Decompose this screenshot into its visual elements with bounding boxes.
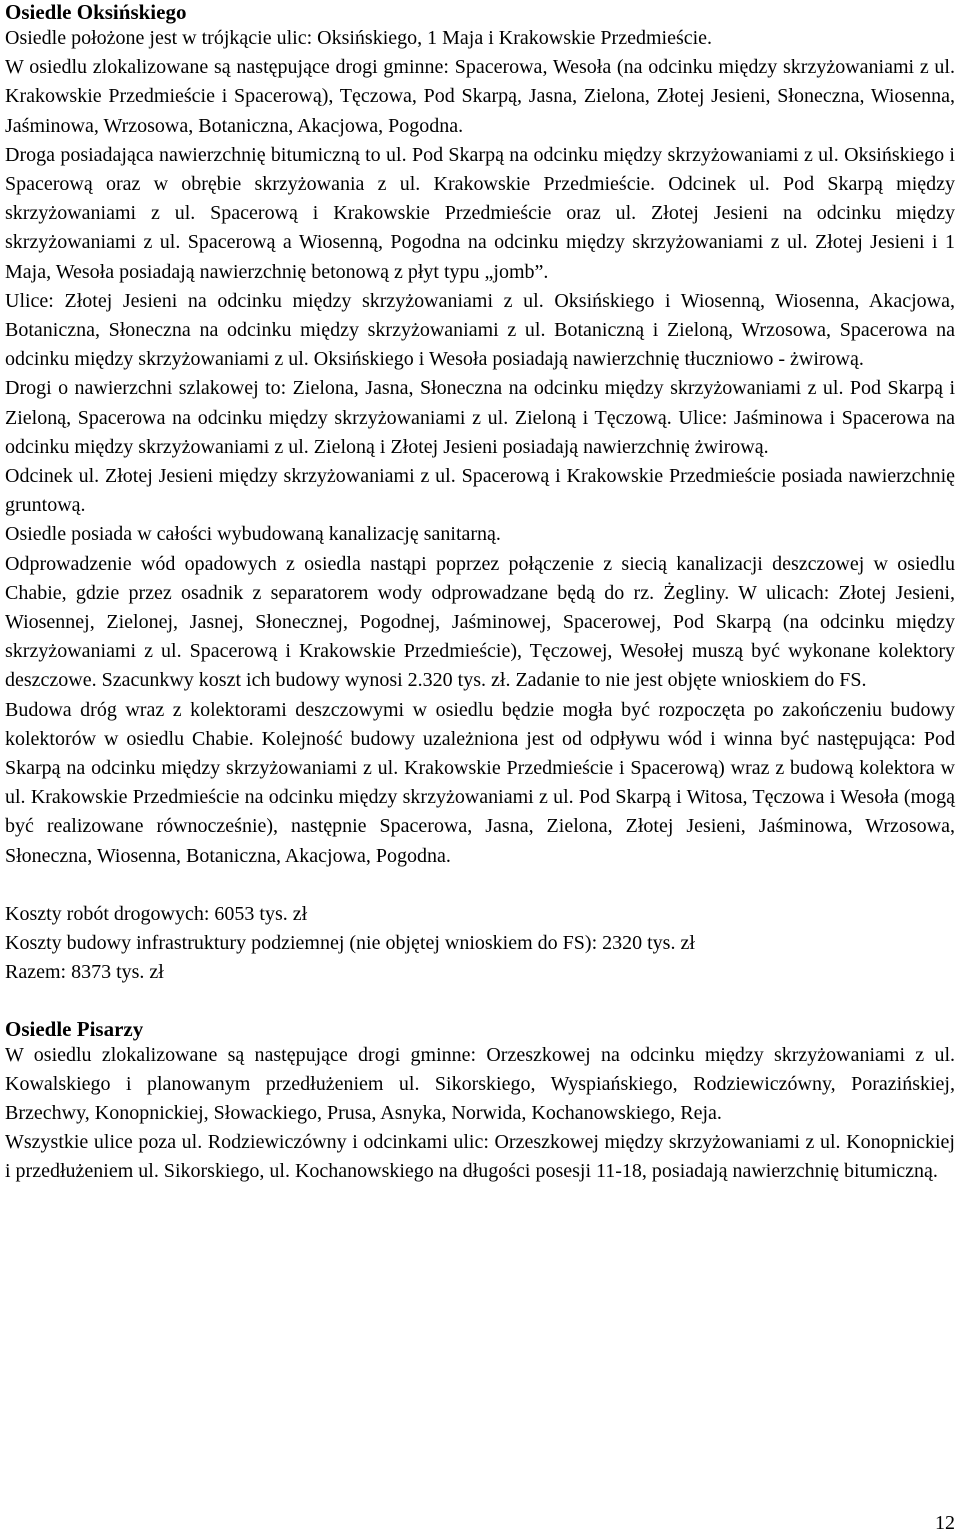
- paragraph: Wszystkie ulice poza ul. Rodziewiczówny i odcinkami ulic: Orzeszkowej między skrzyżowaniami z ul. Konopnickiej i przedłużeniem ul. Sikorskiego, ul. Kochanowskiego na długości posesji 11-18, posiadają nawierzchnię bitumiczną.: [5, 1131, 955, 1183]
- cost-line-total: Razem: 8373 tys. zł: [5, 961, 164, 984]
- paragraph: Osiedle posiada w całości wybudowaną kanalizację sanitarną.: [5, 523, 501, 546]
- paragraph: Droga posiadająca nawierzchnię bitumiczną to ul. Pod Skarpą na odcinku między skrzyżowaniami z ul. Oksińskiego i Spacerową oraz w obrębie skrzyżowania z ul. Krakowskie Przedmieście. Odcinek ul. Pod Skarpą między skrzyżowaniami z ul. Spacerową i Krakowskie Przedmieście oraz ul. Złotej Jesieni na odcinku między skrzyżowaniami z ul. Spacerową a Wiosenną, Pogodna na odcinku między skrzyżowaniami z ul. Złotej Jesieni i 1 Maja, Wesoła posiadają nawierzchnię betonową z płyt typu „jomb”.: [5, 143, 955, 283]
- spacer: [5, 871, 955, 900]
- paragraph: Drogi o nawierzchni szlakowej to: Zielona, Jasna, Słoneczna na odcinku między skrzyżowaniami z ul. Pod Skarpą i Zieloną, Spacerowa na odcinku między skrzyżowaniami z ul. Zieloną i Tęczową. Ulice: Jaśminowa i Spacerowa na odcinku między skrzyżowaniami z ul. Zieloną i Złotej Jesieni posiadają nawierzchnię żwirową.: [5, 377, 955, 458]
- cost-line-infrastructure: Koszty budowy infrastruktury podziemnej (nie objętej wnioskiem do FS): 2320 tys. zł: [5, 932, 695, 955]
- cost-line-roads: Koszty robót drogowych: 6053 tys. zł: [5, 902, 308, 925]
- paragraph: Osiedle położone jest w trójkącie ulic: Oksińskiego, 1 Maja i Krakowskie Przedmieście.: [5, 27, 713, 49]
- section-title-pisarzy: Osiedle Pisarzy: [5, 1016, 144, 1041]
- spacer: [5, 988, 955, 1017]
- paragraph: Odcinek ul. Złotej Jesieni między skrzyżowaniami z ul. Spacerową i Krakowskie Przedmieście posiada nawierzchnię gruntową.: [5, 465, 955, 517]
- paragraph: Ulice: Złotej Jesieni na odcinku między skrzyżowaniami z ul. Oksińskiego i Wiosenną, Wiosenna, Akacjowa, Botaniczna, Słoneczna na odcinku między skrzyżowaniami z ul. Botaniczną i Zieloną, Wrzosowa, Spacerowa na odcinku między skrzyżowaniami z ul. Oksińskiego i Wesoła posiadają nawierzchnię tłuczniowo - żwirową.: [5, 289, 955, 371]
- document-page: [5, 0, 955, 1187]
- paragraph: Odprowadzenie wód opadowych z osiedla nastąpi poprzez połączenie z siecią kanalizacji deszczowej w osiedlu Chabie, gdzie przez osadnik z separatorem wody odprowadzane będą do rz. Żegliny. W ulicach: Złotej Jesieni, Wiosennej, Zielonej, Jasnej, Słonecznej, Pogodnej, Jaśminowej, Spacerowej, Pod Skarpą (na odcinku między skrzyżowaniami z ul. Spacerową i Krakowskie Przedmieście), Tęczowej, Wesołej muszą być wykonane kolektory deszczowe. Szacunkwy koszt ich budowy wynosi 2.320 tys. zł. Zadanie to nie jest objęte wnioskiem do FS.: [5, 552, 955, 692]
- paragraph: W osiedlu zlokalizowane są następujące drogi gminne: Spacerowa, Wesoła (na odcinku między skrzyżowaniami z ul. Krakowskie Przedmieście i Spacerową), Tęczowa, Pod Skarpą, Jasna, Zielona, Złotej Jesieni, Słoneczna, Wiosenna, Jaśminowa, Wrzosowa, Botaniczna, Akacjowa, Pogodna.: [5, 56, 955, 137]
- paragraph: Budowa dróg wraz z kolektorami deszczowymi w osiedlu będzie mogła być rozpoczęta po zakończeniu budowy kolektorów w osiedlu Chabie. Kolejność budowy uzależniona jest od odpływu wód i winna być następująca: Pod Skarpą na odcinku między skrzyżowaniami z ul. Krakowskie Przedmieście i Spacerową) wraz z budową kolektora w ul. Krakowskie Przedmieście na odcinku między skrzyżowaniami z ul. Pod Skarpą i Witosa, Tęczowa i Wesoła (mogą być realizowane równocześnie), następnie Spacerowa, Jasna, Zielona, Złotej Jesieni, Jaśminowa, Wrzosowa, Słoneczna, Wiosenna, Botaniczna, Akacjowa, Pogodna.: [5, 698, 955, 867]
- paragraph: W osiedlu zlokalizowane są następujące drogi gminne: Orzeszkowej na odcinku między skrzyżowaniami z ul. Kowalskiego i planowanym przedłużeniem ul. Sikorskiego, Wyspiańskiego, Rodziewiczówny, Porazińskiej, Brzechwy, Konopnickiej, Słowackiego, Prusa, Asnyka, Norwida, Kochanowskiego, Reja.: [5, 1043, 955, 1124]
- page-number: 12: [935, 1512, 955, 1534]
- section-title-oksinskiego: Osiedle Oksińskiego: [5, 0, 187, 24]
